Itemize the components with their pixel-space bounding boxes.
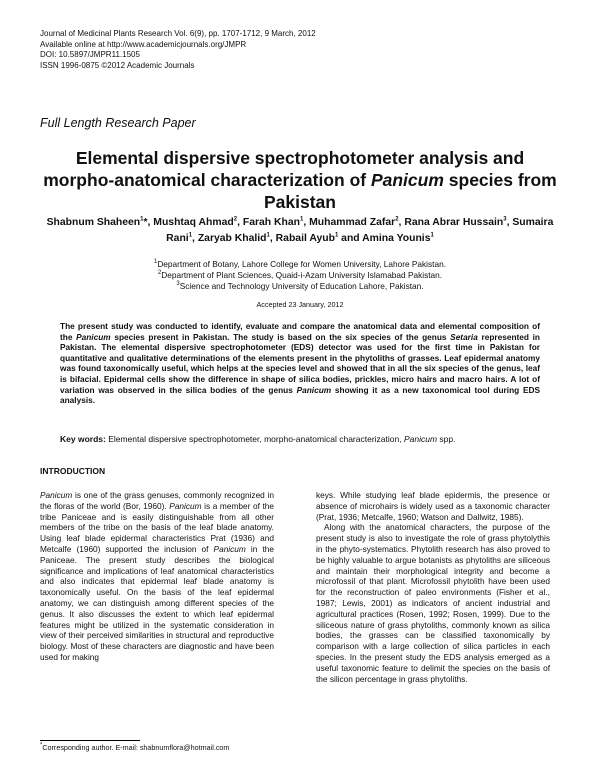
author: Sumaira Rani$^1$ [166, 217, 554, 244]
affiliations [40, 259, 560, 292]
left-column [40, 490, 274, 663]
abstract: The present study was conducted to identify, evaluate and compare the anatomical data and elemental composition of the Panicum species present in Pakistan. The study is based on the six species of the genus Setaria represented in Pakistan. The elemental dispersive spectrophotometer (EDS) detector was used for the first time in Pakistan for quantitative and qualitative determinations of the elements present in the phytoliths of grasses. Leaf epidermal anatomy was found taxonomically useful, which helps at the species level and showed that in all the six species of the genus, leaf is bifacial. Epidermal cells show the difference in shape of silica bodies, prickles, micro hairs and macro hairs. A lot of variation was observed in the silica bodies of the genus Panicum showing it as a new taxonomical tool during EDS analysis. [60, 321, 541, 406]
section-heading-introduction: INTRODUCTION [40, 466, 106, 476]
title-part-2: species from Pakistan [264, 170, 557, 212]
title-part-1: Elemental dispersive spectrophotometer analysis and morpho-anatomical characterization of [43, 148, 525, 190]
corresponding-author-footnote: *Corresponding author. E-mail: shabnumflora@hotmail.com [40, 742, 230, 752]
journal-header [40, 29, 316, 71]
paper-type-label: Full Length Research Paper [40, 116, 196, 130]
affiliation: $^1$Department of Botany, Lahore College for Women University, Lahore Pakistan. [153, 259, 447, 269]
author: Mushtaq Ahmad$^2$ [153, 216, 238, 228]
author-list: Shabnum Shaheen$^1$*, Mushtaq Ahmad$^2$, Farah Khan$^1$, Muhammad Zafar$^2$, Rana Abrar Hussain$^3$, Sumaira Rani$^1$, Zaryab Khalid$^1$, Rabail Ayub$^1$ and Amina Younis$^1$ [46, 216, 554, 244]
paragraph: Along with the anatomical characters, the purpose of the present study is also to investigate the role of grass phytolythis in the phyto-systematics. Phytolith research has also proved to be highly valuable to argue botanists as phytoliths are siliceous and maintain their morphological integrity and become a microfossil of that plant. Microfossil phytolith have been used for the reconstruction of paleo environments (Fisher et al., 1987; Lewis, 2001) as indicators of ancient industrial and agricultural practices (Rosen, 1992; Rosen, 1999). Due to the siliceous nature of grass phytoliths, commonly known as silica bodies, the grasses can be classified taxonomically by comparison with a large collection of silica particles in each species. In the present study the EDS analysis emerged as a useful taxonomic feature to delimit the species on the basis of the silicon percentage in grass phytoliths. [316, 522, 550, 684]
author: Rana Abrar Hussain$^3$ [404, 216, 507, 228]
right-column [316, 490, 550, 684]
availability-line[interactable]: Available online at http://www.academicjournals.org/JMPR [40, 39, 247, 49]
keywords-label: Key words: [60, 434, 106, 444]
author: Shabnum Shaheen$^1$* [46, 216, 148, 228]
author: Zaryab Khalid$^1$ [197, 232, 270, 244]
author: Muhammad Zafar$^2$ [309, 216, 399, 228]
keywords: Key words: Elemental dispersive spectrophotometer, morpho-anatomical characterization, Panicum spp. [60, 434, 456, 444]
issn-line: ISSN 1996-0875 ©2012 Academic Journals [40, 60, 195, 70]
paper-title [40, 147, 560, 213]
accepted-date: Accepted 23 January, 2012 [256, 300, 344, 309]
affiliation: $^3$Science and Technology University of Education Lahore, Pakistan. [176, 281, 424, 291]
paragraph: keys. While studying leaf blade epidermis, the presence or absence of microhairs is widely used as a taxonomic character (Prat, 1936; Metcalfe, 1960; Watson and Dallwitz, 1985). [316, 490, 550, 522]
author: Amina Younis$^1$ [362, 232, 434, 244]
author: Farah Khan$^1$ [242, 216, 304, 228]
footnote-divider [40, 740, 140, 741]
paragraph: Panicum is one of the grass genuses, commonly recognized in the floras of the world (Bor, 1960). Panicum is a member of the tribe Paniceae and is easily distinguishable from all other members of the tribe on the basis of the leaf blade anatomy. Using leaf blade epidermal characteristics Prat (1936) and Metcalfe (1960) supported the inclusion of Panicum in the Paniceae. The present study describes the biological significance and implications of leaf anatomical characteristics and also indicates that epidermal leaf blade anatomy is taxonomically useful. On the basis of the leaf epidermal anatomy, we can distinguish among different species of the genus. It also discusses the extent to which leaf epidermal features might be utilized in the systematic consideration in view of their perceived similarities in structural and reproductive biology. Most of these characters are diagnostic and have been used for making [40, 490, 275, 662]
doi-line: DOI: 10.5897/JMPR11.1505 [40, 50, 140, 59]
author: Rabail Ayub$^1$ [275, 232, 339, 244]
title-genus: Panicum [370, 170, 444, 190]
affiliation: $^2$Department of Plant Sciences, Quaid-i-Azam University Islamabad Pakistan. [157, 270, 443, 280]
journal-citation: Journal of Medicinal Plants Research Vol. 6(9), pp. 1707-1712, 9 March, 2012 [40, 29, 316, 38]
